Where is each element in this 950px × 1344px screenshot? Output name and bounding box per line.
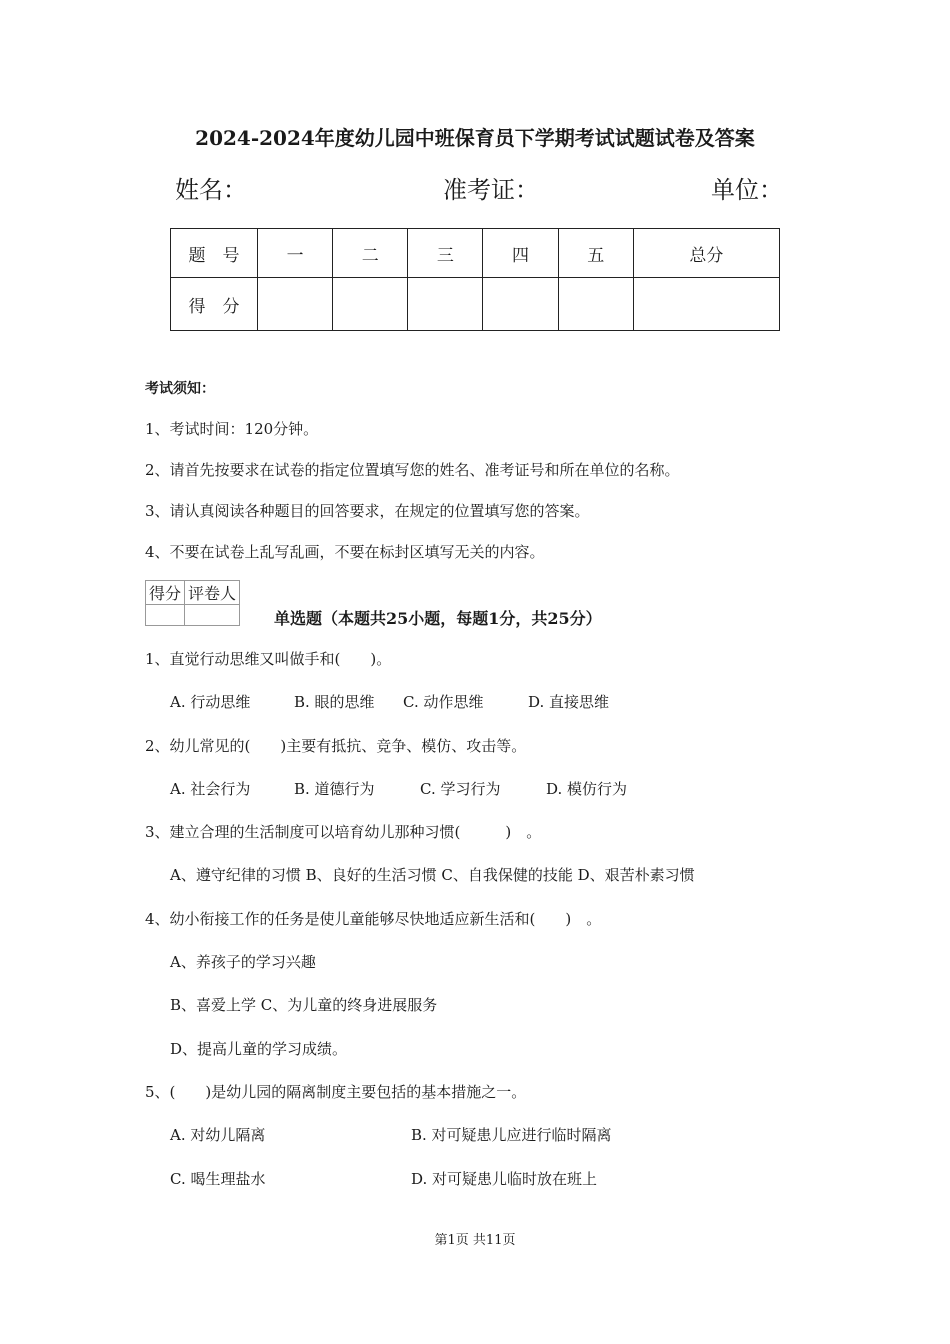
notice-item: 3、请认真阅读各种题目的回答要求，在规定的位置填写您的答案。: [145, 502, 590, 520]
question-option[interactable]: C. 学习行为: [420, 780, 501, 798]
name-label: 姓名：: [175, 176, 247, 204]
notice-item: 2、请首先按要求在试卷的指定位置填写您的姓名、准考证号和所在单位的名称。: [145, 461, 680, 479]
score-input-cell[interactable]: [408, 278, 483, 331]
score-table: [170, 228, 780, 331]
exam-id-label: 准考证：: [443, 176, 539, 204]
question-option[interactable]: B、喜爱上学 C、为儿童的终身进展服务: [170, 996, 438, 1014]
score-table-cell: 得 分: [171, 278, 258, 331]
grader-box: [145, 580, 240, 626]
question-option[interactable]: A. 行动思维: [170, 693, 251, 711]
notice-heading: 考试须知：: [145, 381, 215, 397]
question-option[interactable]: D、提高儿童的学习成绩。: [170, 1040, 348, 1058]
question-option[interactable]: A. 社会行为: [170, 780, 251, 798]
document-title: 2024-2024年度幼儿园中班保育员下学期考试试题试卷及答案: [195, 126, 755, 150]
score-table-cell: 五: [558, 229, 633, 278]
score-input-cell[interactable]: [258, 278, 333, 331]
question-option[interactable]: A. 对幼儿隔离: [170, 1126, 266, 1144]
question-stem: 2、幼儿常见的( )主要有抵抗、竞争、模仿、攻击等。: [145, 737, 527, 755]
section-title: 单选题（本题共25小题，每题1分，共25分）: [274, 609, 602, 628]
question-option[interactable]: B. 眼的思维: [294, 693, 375, 711]
notice-item: 4、不要在试卷上乱写乱画，不要在标封区填写无关的内容。: [145, 543, 545, 561]
question-option[interactable]: B. 对可疑患儿应进行临时隔离: [411, 1126, 612, 1144]
score-input-cell[interactable]: [483, 278, 558, 331]
question-stem: 4、幼小衔接工作的任务是使儿童能够尽快地适应新生活和( ) 。: [145, 910, 602, 928]
question-option[interactable]: D. 直接思维: [528, 693, 610, 711]
question-option[interactable]: D. 对可疑患儿临时放在班上: [411, 1170, 598, 1188]
score-input-cell[interactable]: [633, 278, 779, 331]
grader-score-cell[interactable]: [146, 605, 185, 626]
score-table-cell: 二: [333, 229, 408, 278]
page-footer: 第1页 共11页: [434, 1233, 516, 1248]
question-option[interactable]: D. 模仿行为: [546, 780, 628, 798]
score-table-score-row: [171, 278, 780, 331]
score-input-cell[interactable]: [558, 278, 633, 331]
grader-reviewer-cell[interactable]: [185, 605, 240, 626]
score-input-cell[interactable]: [333, 278, 408, 331]
notice-item: 1、考试时间：120分钟。: [145, 420, 319, 438]
question-option[interactable]: A、遵守纪律的习惯 B、良好的生活习惯 C、自我保健的技能 D、艰苦朴素习惯: [170, 866, 695, 884]
score-table-cell: 一: [258, 229, 333, 278]
question-option[interactable]: C. 动作思维: [403, 693, 484, 711]
grader-reviewer-label: 评卷人: [185, 581, 240, 605]
score-table-cell: 题 号: [171, 229, 258, 278]
grader-score-label: 得分: [146, 581, 185, 605]
question-option[interactable]: B. 道德行为: [294, 780, 375, 798]
score-table-header-row: [171, 229, 780, 278]
score-table-cell: 四: [483, 229, 558, 278]
score-table-cell: 三: [408, 229, 483, 278]
question-option[interactable]: C. 喝生理盐水: [170, 1170, 266, 1188]
question-option[interactable]: A、养孩子的学习兴趣: [170, 953, 316, 971]
question-stem: 1、直觉行动思维又叫做手和( )。: [145, 650, 392, 668]
unit-label: 单位：: [711, 176, 783, 204]
question-stem: 5、( )是幼儿园的隔离制度主要包括的基本措施之一。: [145, 1083, 527, 1101]
score-table-cell: 总分: [633, 229, 779, 278]
question-stem: 3、建立合理的生活制度可以培育幼儿那种习惯( ) 。: [145, 823, 542, 841]
